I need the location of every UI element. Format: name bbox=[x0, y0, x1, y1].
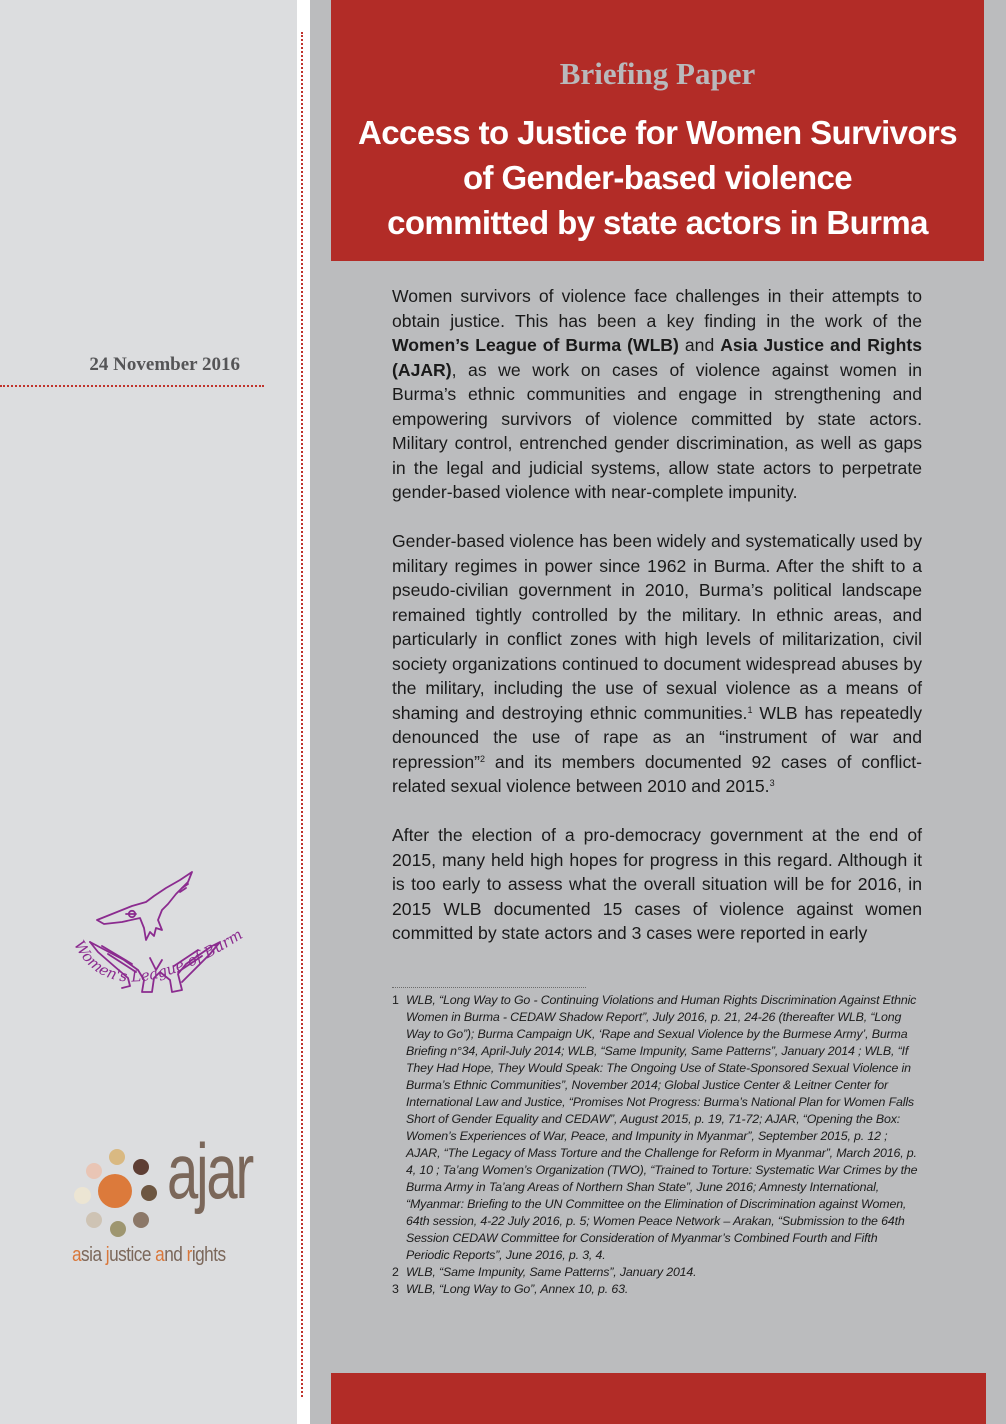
logo-dot bbox=[133, 1159, 149, 1175]
logo-dot bbox=[109, 1149, 125, 1165]
tagline-rest: sia bbox=[81, 1244, 106, 1266]
footnote-separator bbox=[392, 987, 586, 988]
tagline-initial: j bbox=[105, 1244, 110, 1266]
text-run: Gender-based violence has been widely and systematically used by military regimes in power since 1962 in Burma. After the shift to a pseudo-civilian government in 2010, Burma’s political landscape remained tightly controlled by the military. In ethnic areas, and particularly in conflict zones with high levels of militarization, civil society organizations continued to document widespread abuses by the military, including the use of sexual violence as a means of shaming and destroying ethnic communities. bbox=[392, 531, 922, 723]
paragraph bbox=[392, 284, 922, 505]
footnote bbox=[392, 1281, 922, 1298]
footnote-number: 2 bbox=[392, 1265, 399, 1279]
footnote-text: WLB, “Long Way to Go - Continuing Violations and Human Rights Discrimination Against Ethnic Women in Burma - CEDAW Shadow Report”, July 2016, p. 21, 24-26 (thereafter WLB, “Long Way to Go”); Burma Campaign UK, ‘Rape and Sexual Violence by the Burmese Army’, Burma Briefing n°34, April-July 2014; WLB, “Same Impunity, Same Patterns”, January 2014 ; WLB, “If They Had Hope, They Would Speak: The Ongoing Use of State-Sponsored Sexual Violence in Burma’s Ethnic Communities”, November 2014; Global Justice Center & Leitner Center for International Law and Justice, “Promises Not Progress: Burma’s National Plan for Women Falls Short of Gender Equality and CEDAW”, August 2015, p. 19, 71-72; AJAR, “Opening the Box: Women’s Experiences of War, Peace, and Impunity in Myanmar”, September 2015, p. 12 ; AJAR, “The Legacy of Mass Torture and the Challenge for Reform in Myanmar”, March 2016, p. 4, 10 ; Ta’ang Women’s Organization (TWO), “Trained to Torture: Systematic War Crimes by the Burma Army in Ta’ang Areas of Northern Shan State”, June 2016; Amnesty International, “Myanmar: Briefing to the UN Committee on the Elimination of Discrimination against Women, 64th session, 4-22 July 2016, p. 5; Women Peace Network – Arakan, “Submission to the 64th Session CEDAW Committee for Consideration of Myanmar’s Combined Fourth and Fifth Periodic Reports”, June 2016, p. 3, 4. bbox=[406, 993, 918, 1262]
ajar-wordmark: ajar bbox=[167, 1127, 253, 1215]
footnote-number: 1 bbox=[392, 993, 399, 1007]
logo-dot bbox=[133, 1212, 149, 1228]
paragraph: After the election of a pro-democracy government at the end of 2015, many held high hopes for progress in this regard. Although it is too early to assess what the overall situation will be for 2016, in 2015 WLB documented 15 cases of violence against women committed by state actors and 3 cases were reported in early bbox=[392, 825, 922, 943]
title-line: of Gender-based violence bbox=[462, 159, 853, 196]
logo-dot bbox=[98, 1174, 132, 1208]
logo-dot bbox=[110, 1221, 126, 1237]
svg-text:Women's League of Burma bbox=[62, 862, 246, 986]
ajar-logo bbox=[66, 1127, 256, 1280]
tagline-rest: ights bbox=[191, 1244, 226, 1266]
footnote-ref[interactable]: 2 bbox=[480, 753, 486, 764]
text-run: , as we work on cases of violence against women in Burma’s ethnic communities and engage in strengthening and empowering survivors of violence committed by state actors. Military control, entrenched gender discrimination, as well as gaps in the legal and judicial systems, allow state actors to perpetrate gender-based violence with near-complete impunity. bbox=[392, 359, 922, 502]
org-name-ajar: Asia Justice and Rights (AJAR) bbox=[392, 335, 922, 380]
date-dotted-rule bbox=[0, 385, 264, 387]
org-name-wlb: Women’s League of Burma (WLB) bbox=[392, 335, 679, 355]
tagline-initial: r bbox=[186, 1244, 192, 1266]
tagline-rest: ustice bbox=[109, 1244, 156, 1266]
dove-and-hands-icon bbox=[62, 862, 252, 1012]
document-title bbox=[331, 110, 984, 245]
gutter-strip bbox=[297, 0, 310, 1424]
footnote-text: WLB, “Same Impunity, Same Patterns”, January 2014. bbox=[406, 1265, 697, 1279]
footnote-text: WLB, “Long Way to Go”, Annex 10, p. 63. bbox=[406, 1282, 629, 1296]
wlb-logo-text: Women's League of Burm bbox=[70, 925, 246, 986]
logo-dot bbox=[141, 1185, 157, 1201]
footnotes bbox=[392, 992, 922, 1298]
vertical-dotted-divider bbox=[301, 32, 303, 1397]
text-run: WLB has repeatedly denounced the use of rape as an “instrument of war and repression” bbox=[392, 702, 922, 772]
logo-dot bbox=[86, 1212, 102, 1228]
footnote-ref[interactable]: 1 bbox=[747, 704, 753, 715]
text-run: and bbox=[678, 335, 721, 355]
tagline-initial: a bbox=[72, 1244, 82, 1266]
logo-dot bbox=[86, 1163, 102, 1179]
title-line: committed by state actors in Burma bbox=[387, 204, 928, 241]
publication-date: 24 November 2016 bbox=[89, 354, 240, 375]
text-run: Women survivors of violence face challenges in their attempts to obtain justice. This has been a key finding in the work of the bbox=[392, 286, 922, 331]
footnote-ref[interactable]: 3 bbox=[769, 778, 775, 788]
document-type-label: Briefing Paper bbox=[559, 56, 756, 91]
tagline-rest: nd bbox=[164, 1244, 187, 1266]
footnote bbox=[392, 992, 922, 1264]
footer-bar bbox=[331, 1373, 986, 1424]
logo-dot bbox=[74, 1187, 91, 1204]
title-line: Access to Justice for Women Survivors bbox=[358, 114, 957, 151]
title-banner bbox=[331, 0, 984, 261]
footnote bbox=[392, 1264, 922, 1281]
text-run: and its members documented 92 cases of conflict-related sexual violence between 2010 and 2015. bbox=[392, 751, 922, 796]
footnote-number: 3 bbox=[392, 1282, 399, 1296]
tagline-initial: a bbox=[155, 1244, 165, 1266]
wlb-logo bbox=[62, 862, 252, 1012]
ajar-tagline bbox=[72, 1244, 226, 1267]
paragraph bbox=[392, 529, 922, 799]
body-text bbox=[392, 284, 922, 970]
